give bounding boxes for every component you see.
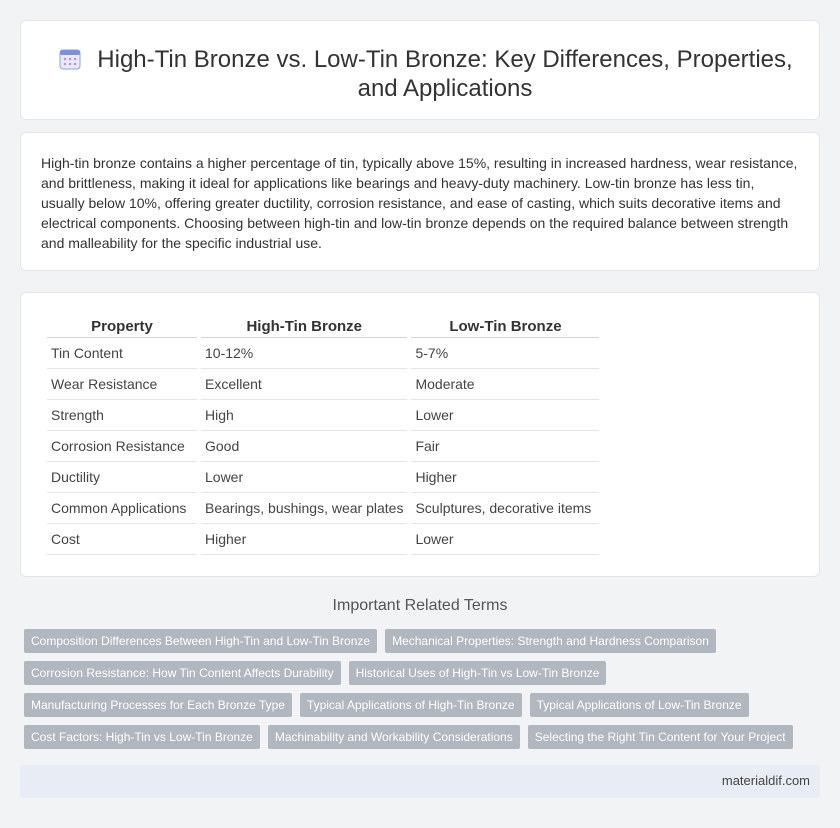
related-terms-title: Important Related Terms <box>332 597 508 614</box>
table-row <box>47 431 599 462</box>
intro-paragraph: High-tin bronze contains a higher percentage of tin, typically above 15%, resulting in increased hardness, wear resistance, and brittleness, making it ideal for applications like bearings and heavy-duty machinery. Low-tin bronze has less tin, usually below 10%, offering greater ductility, corrosion resistance, and ease of casting, which suits decorative items and electrical components. Choosing between high-tin and low-tin bronze depends on the required balance between strength and malleability for the specific industrial use. <box>41 155 798 251</box>
related-term-tag[interactable]: Selecting the Right Tin Content for Your Project <box>528 725 793 749</box>
table-cell: Lower <box>201 462 407 493</box>
table-row <box>47 369 599 400</box>
tag-row <box>24 661 820 685</box>
tag-row <box>24 725 820 749</box>
table-row <box>47 462 599 493</box>
header-high-tin: High-Tin Bronze <box>201 315 407 338</box>
table-row <box>47 338 599 369</box>
related-term-tag[interactable]: Corrosion Resistance: How Tin Content Affects Durability <box>24 661 341 685</box>
page-title: High-Tin Bronze vs. Low-Tin Bronze: Key Differences, Properties, and Applications <box>97 46 793 102</box>
table-cell: Moderate <box>411 369 599 400</box>
comparison-card <box>20 292 820 577</box>
related-term-tag[interactable]: Historical Uses of High-Tin vs Low-Tin Bronze <box>349 661 607 685</box>
table-cell: 5-7% <box>411 338 599 369</box>
related-term-tag[interactable]: Machinability and Workability Considerations <box>268 725 520 749</box>
table-cell: Higher <box>201 524 407 555</box>
table-cell: Good <box>201 431 407 462</box>
table-cell: Ductility <box>47 462 197 493</box>
related-term-tag[interactable]: Cost Factors: High-Tin vs Low-Tin Bronze <box>24 725 260 749</box>
table-cell: Cost <box>47 524 197 555</box>
table-cell: Tin Content <box>47 338 197 369</box>
table-cell: 10-12% <box>201 338 407 369</box>
table-cell: Higher <box>411 462 599 493</box>
table-cell: Strength <box>47 400 197 431</box>
table-row <box>47 493 599 524</box>
intro-card <box>20 132 820 271</box>
tag-row <box>24 629 820 653</box>
table-cell: High <box>201 400 407 431</box>
table-row <box>47 400 599 431</box>
title-wrap <box>61 45 799 103</box>
footer <box>20 765 820 798</box>
header-card <box>20 20 820 120</box>
table-header-row <box>47 315 599 338</box>
related-term-tag[interactable]: Mechanical Properties: Strength and Hardness Comparison <box>385 629 716 653</box>
table-cell: Bearings, bushings, wear plates <box>201 493 407 524</box>
table-cell: Fair <box>411 431 599 462</box>
table-cell: Excellent <box>201 369 407 400</box>
table-cell: Lower <box>411 524 599 555</box>
footer-site-link[interactable]: materialdif.com <box>721 773 810 788</box>
comparison-table <box>43 315 603 555</box>
header-property: Property <box>47 315 197 338</box>
tag-row <box>24 693 820 717</box>
related-term-tag[interactable]: Manufacturing Processes for Each Bronze Type <box>24 693 292 717</box>
table-row <box>47 524 599 555</box>
header-low-tin: Low-Tin Bronze <box>411 315 599 338</box>
table-cell: Corrosion Resistance <box>47 431 197 462</box>
related-term-tag[interactable]: Composition Differences Between High-Tin and Low-Tin Bronze <box>24 629 377 653</box>
table-cell: Sculptures, decorative items <box>411 493 599 524</box>
related-term-tag[interactable]: Typical Applications of Low-Tin Bronze <box>530 693 749 717</box>
related-terms-list <box>24 629 820 757</box>
table-cell: Wear Resistance <box>47 369 197 400</box>
table-cell: Common Applications <box>47 493 197 524</box>
table-cell: Lower <box>411 400 599 431</box>
related-term-tag[interactable]: Typical Applications of High-Tin Bronze <box>300 693 522 717</box>
